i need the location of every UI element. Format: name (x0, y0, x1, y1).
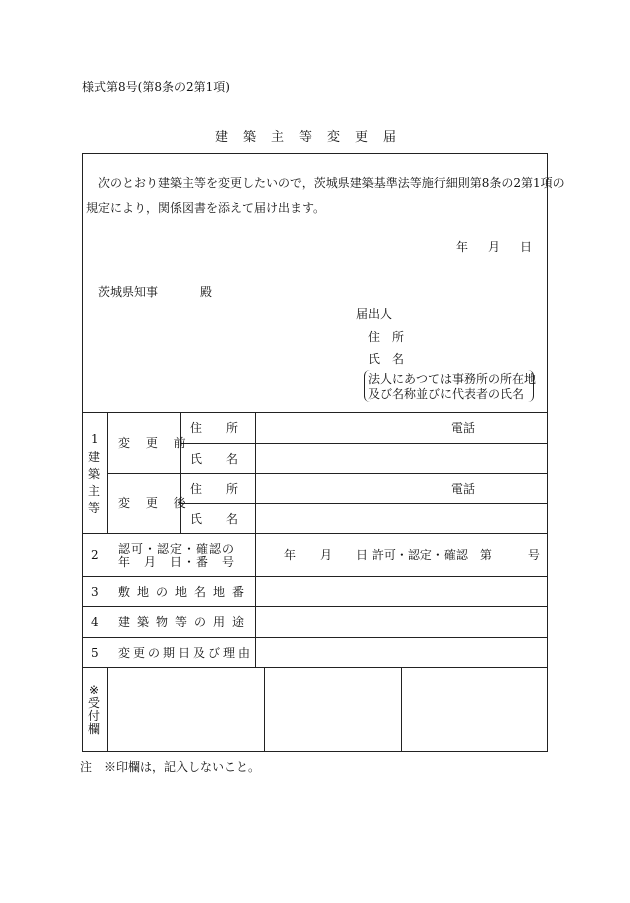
form-frame (82, 153, 548, 752)
intro-line-1: 次のとおり建築主等を変更したいので，茨城県建築基準法等施行細則第8条の2第1項の (98, 176, 565, 190)
col-rule-reception-2 (264, 667, 265, 752)
col-rule-value (255, 412, 256, 667)
intro-line-2: 規定により，関係図書を添えて届け出ます。 (86, 201, 326, 215)
row5-label: 変更の期日及び理由 (118, 646, 254, 660)
col-rule-label (180, 412, 181, 533)
before-phone-label: 電話 (451, 421, 476, 435)
row5-number: 5 (91, 646, 99, 660)
before-label: 変 更 前 (118, 436, 192, 450)
applicant-name-label: 氏 名 (368, 352, 405, 366)
row4-label: 建築物等の用途 (118, 615, 252, 629)
row2-number: 2 (91, 548, 99, 562)
reception-label (86, 684, 102, 736)
applicant-label: 届出人 (356, 307, 393, 321)
after-phone-label: 電話 (451, 482, 476, 496)
rule-row4 (82, 606, 548, 607)
rule-before-after (107, 473, 548, 474)
applicant-note-line-1: 法人にあつては事務所の所在地 (368, 372, 537, 386)
row2-label-line-1: 認可・認定・確認の (118, 542, 236, 556)
footnote: 注 ※印欄は，記入しないこと。 (80, 760, 261, 774)
section1-title-char: 築 (87, 467, 100, 481)
form-title: 建築主等変更届 (215, 130, 412, 145)
col-rule-section1 (107, 412, 108, 533)
rule-reception (82, 667, 548, 668)
rule-row2 (82, 533, 548, 534)
date-day: 日 (520, 240, 533, 254)
before-name-label: 氏 名 (190, 452, 239, 466)
date-year: 年 (456, 240, 469, 254)
col-rule-reception-3 (401, 667, 402, 752)
applicant-address-label: 住 所 (368, 330, 405, 344)
reception-label-char: 受 (87, 696, 100, 710)
rule-before-split (180, 443, 548, 444)
reception-label-char: 欄 (87, 722, 100, 736)
addressee-suffix: 殿 (200, 285, 213, 299)
section1-title-char: 等 (87, 501, 100, 515)
row3-label: 敷地の地名地番 (118, 585, 252, 599)
table-top-rule (82, 412, 548, 413)
addressee-name: 茨城県知事 (98, 285, 159, 299)
after-name-label: 氏 名 (190, 512, 239, 526)
rule-row5 (82, 637, 548, 638)
reception-label-char: ※ (88, 683, 100, 697)
rule-after-split (180, 503, 548, 504)
section1-number: 1 (91, 432, 99, 446)
section1-title-char: 主 (87, 484, 100, 498)
reception-label-char: 付 (87, 709, 100, 723)
after-label: 変 更 後 (118, 496, 192, 510)
col-rule-reception-1 (107, 667, 108, 752)
form-number: 様式第8号(第8条の2第1項) (82, 80, 230, 94)
before-address-label: 住 所 (190, 421, 239, 435)
after-address-label: 住 所 (190, 482, 239, 496)
applicant-note-line-2: 及び名称並びに代表者の氏名 (368, 387, 525, 401)
rule-row3 (82, 576, 548, 577)
row2-label-line-2: 年 月 日・番 号 (118, 555, 236, 569)
section1-title (86, 449, 102, 517)
date-month: 月 (488, 240, 501, 254)
row2-value: 年 月 日 許可・認定・確認 第 号 (284, 548, 540, 562)
section1-title-char: 建 (87, 450, 100, 464)
row4-number: 4 (91, 615, 99, 629)
row3-number: 3 (91, 585, 99, 599)
